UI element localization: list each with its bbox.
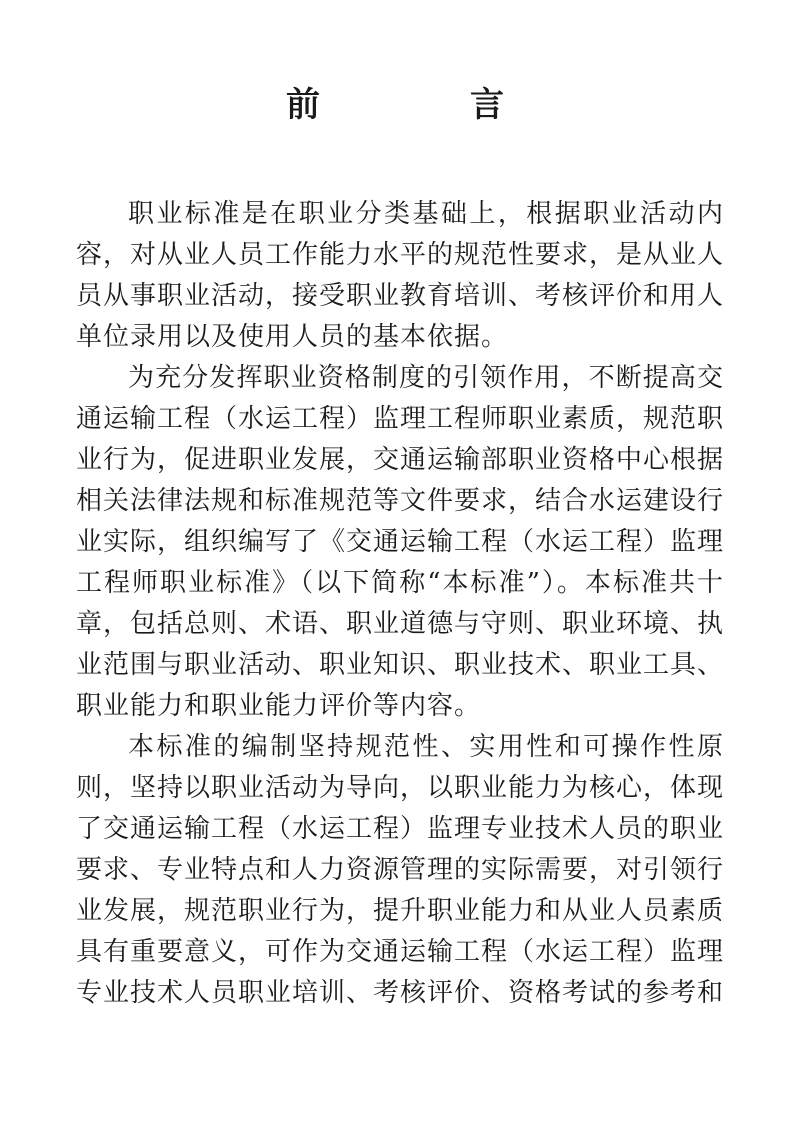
page-title: 前 言 bbox=[286, 85, 562, 125]
paragraph: 为充分发挥职业资格制度的引领作用，不断提高交通运输工程（水运工程）监理工程师职业素质，规范职业行为，促进职业发展，交通运输部职业资格中心根据相关法律法规和标准规范等文件要求，结合水运建设行业实际，组织编写了《交通运输工程（水运工程）监理工程师职业标准》（以下简称“本标准”）。本标准共十章，包括总则、术语、职业道德与守则、职业环境、执业范围与职业活动、职业知识、职业技术、职业工具、职业能力和职业能力评价等内容。 bbox=[76, 363, 725, 721]
paragraph: 职业标准是在职业分类基础上，根据职业活动内容，对从业人员工作能力水平的规范性要求，是从业人员从事职业活动，接受职业教育培训、考核评价和用人单位录用以及使用人员的基本依据。 bbox=[76, 199, 725, 352]
document-body bbox=[76, 194, 724, 1014]
paragraph: 本标准的编制坚持规范性、实用性和可操作性原则，坚持以职业活动为导向，以职业能力为核心，体现了交通运输工程（水运工程）监理专业技术人员的职业要求、专业特点和人力资源管理的实际需要，对引领行业发展，规范职业行为，提升职业能力和从业人员素质具有重要意义，可作为交通运输工程（水运工程）监理专业技术人员职业培训、考核评价、资格考试的参考和 bbox=[76, 732, 725, 1008]
